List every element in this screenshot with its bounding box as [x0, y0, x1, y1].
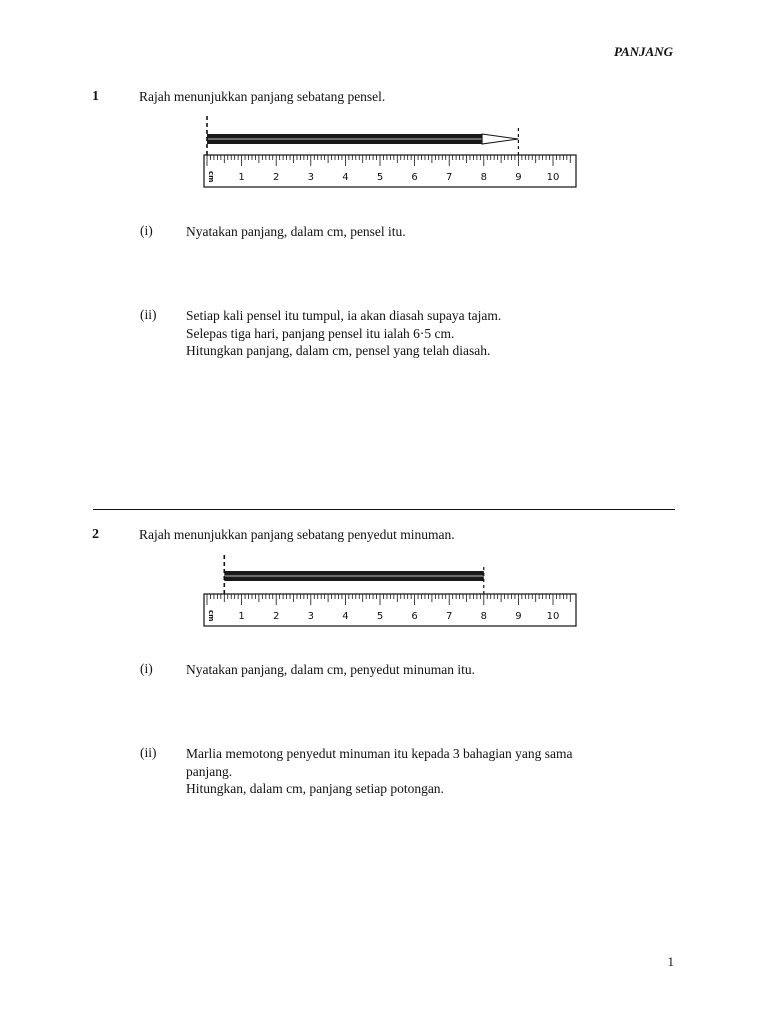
ruler-number: 8 — [480, 172, 487, 183]
straw-ruler-diagram — [200, 553, 580, 629]
ruler-number: 3 — [307, 172, 314, 183]
part-line: Hitungkan, dalam cm, panjang setiap potongan. — [186, 781, 444, 796]
ruler-number: 4 — [342, 611, 349, 622]
ruler-number: 1 — [238, 611, 245, 622]
part-label: (i) — [140, 223, 153, 238]
ruler-number: 4 — [342, 172, 349, 183]
question-stem: Rajah menunjukkan panjang sebatang pensel. — [139, 89, 386, 104]
ruler-number: 10 — [546, 611, 560, 622]
ruler-number: 10 — [546, 172, 560, 183]
part-line: Marlia memotong penyedut minuman itu kepada 3 bahagian yang sama — [186, 746, 573, 761]
pencil-tip — [482, 134, 518, 144]
ruler-unit-label: cm — [207, 610, 215, 622]
ruler-number: 9 — [515, 611, 522, 622]
ruler-number: 6 — [411, 611, 418, 622]
ruler-number: 7 — [446, 611, 453, 622]
ruler-number: 8 — [480, 611, 487, 622]
part-label: (ii) — [140, 307, 157, 322]
part-line: Nyatakan panjang, dalam cm, penyedut minuman itu. — [186, 662, 476, 677]
part-text — [186, 745, 656, 798]
question-stem: Rajah menunjukkan panjang sebatang penyedut minuman. — [139, 527, 455, 542]
pencil-icon — [207, 134, 518, 144]
part-line: Nyatakan panjang, dalam cm, pensel itu. — [186, 224, 406, 239]
part-text — [186, 223, 656, 241]
ruler-unit-label: cm — [207, 171, 215, 183]
pencil-ruler-diagram — [200, 114, 580, 190]
ruler-number: 7 — [446, 172, 453, 183]
page-number: 1 — [667, 954, 674, 969]
question-number: 1 — [92, 89, 99, 104]
straw-icon — [224, 571, 484, 581]
ruler-number: 9 — [515, 172, 522, 183]
section-divider — [93, 509, 675, 510]
part-text — [186, 307, 656, 360]
ruler-number: 2 — [273, 172, 280, 183]
ruler-number: 3 — [307, 611, 314, 622]
part-label: (ii) — [140, 745, 157, 760]
ruler-number: 5 — [376, 611, 384, 622]
straw-ruler-figure — [200, 553, 580, 629]
part-text — [186, 661, 656, 679]
question-number: 2 — [92, 527, 99, 542]
part-line: Selepas tiga hari, panjang pensel itu ialah 6·5 cm. — [186, 325, 455, 341]
pencil-ruler-figure — [200, 114, 580, 190]
ruler-number: 2 — [273, 611, 280, 622]
ruler-number: 6 — [411, 172, 418, 183]
part-line: panjang. — [186, 763, 233, 779]
part-line: Hitungkan panjang, dalam cm, pensel yang telah diasah. — [186, 343, 491, 358]
page-title: PANJANG — [614, 44, 673, 59]
ruler-number: 1 — [238, 172, 245, 183]
ruler-number: 5 — [376, 172, 384, 183]
part-line: Setiap kali pensel itu tumpul, ia akan diasah supaya tajam. — [186, 308, 502, 323]
part-label: (i) — [140, 661, 153, 676]
